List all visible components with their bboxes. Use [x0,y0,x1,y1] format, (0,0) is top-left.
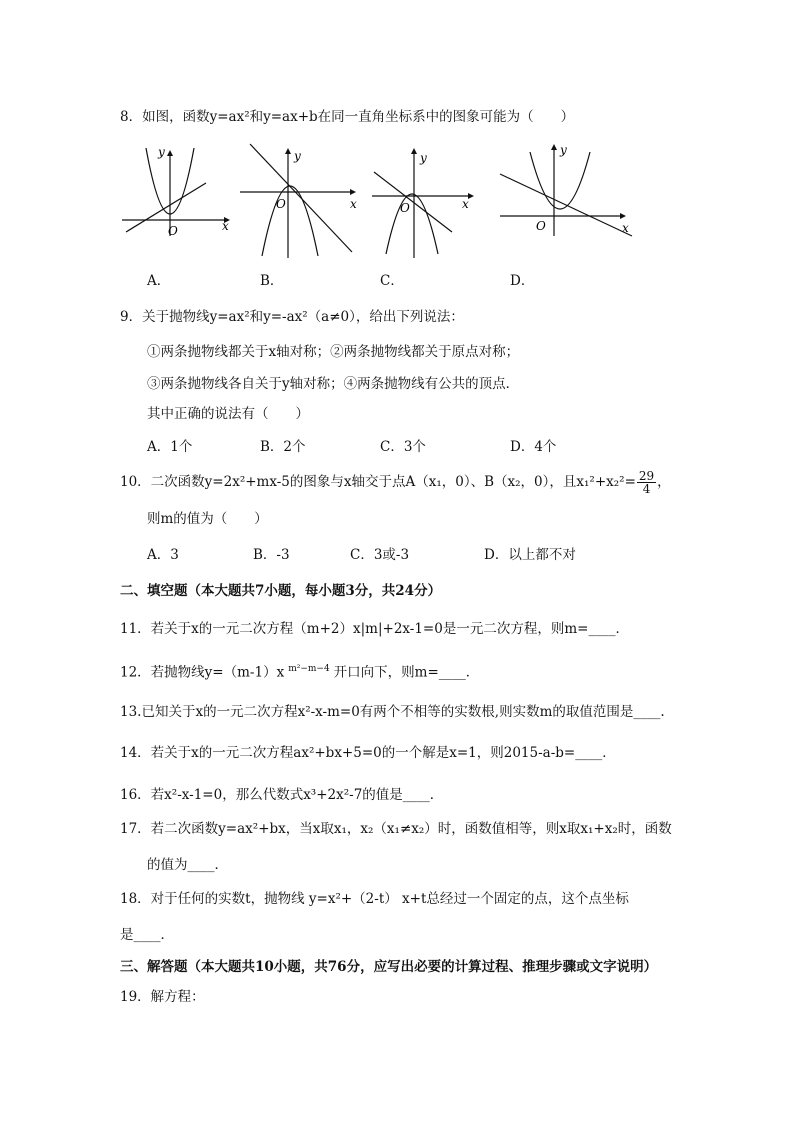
y-axis-arrow [551,144,557,150]
q8-option-a[interactable]: A． [147,273,171,289]
section-3-heading: 三、解答题（本大题共10小题，共76分，应写出必要的计算过程、推理步骤或文字说明） [120,959,658,975]
section-2-heading: 二、填空题（本大题共7小题，每小题3分，共24分） [120,583,442,599]
line [250,144,352,252]
q12-exponent: m²−m−4 [288,664,330,674]
y-axis-arrow [167,150,173,156]
x-axis-arrow [620,213,626,219]
question-17-line-2: 的值为____． [147,857,228,873]
q10-option-b[interactable]: B．-3 [253,547,290,563]
q8-option-c[interactable]: C． [380,273,404,289]
y-label: y [158,145,165,159]
question-10-line-2: 则m的值为（ ） [147,511,268,527]
x-label: x [622,221,629,235]
question-8-stem: 8．如图，函数y=ax²和y=ax+b在同一直角坐标系中的图象可能为（ ） [120,109,575,125]
q9-option-c[interactable]: C．3个 [380,439,426,455]
q12-part-b: 开口向下，则m=____． [333,664,480,681]
q10-option-d[interactable]: D．以上都不对 [484,547,576,563]
question-9-statement-2: ③两条抛物线各自关于y轴对称；④两条抛物线有公共的顶点． [147,376,520,392]
graph-c [368,140,486,260]
q8-option-b[interactable]: B． [260,273,284,289]
question-17-line-1: 17．若二次函数y=ax²+bx，当x取x₁，x₂（x₁≠x₂）时，函数值相等，则x取x₁+x₂时，函数 [120,821,672,837]
question-18-line-1: 18．对于任何的实数t，抛物线 y=x²+（2-t） x+t总经过一个固定的点，这个点坐标 [120,891,629,907]
parabola [262,186,318,256]
line [126,183,206,232]
question-9-ask: 其中正确的说法有（ ） [147,406,309,422]
origin-label: O [536,219,546,233]
q9-option-b[interactable]: B．2个 [260,439,306,455]
q10-option-c[interactable]: C．3或-3 [350,547,410,563]
x-axis-arrow [350,189,356,195]
graph-d [494,140,634,240]
q10-stem-a: 10．二次函数y=2x²+mx-5的图象与x轴交于点A（x₁，0）、B（x₂，0），且x₁²+x₂²= [120,474,636,490]
question-10-stem [120,470,671,495]
question-18-line-2: 是____． [120,927,174,943]
question-13: 13.已知关于x的一元二次方程x²-x-m=0有两个不相等的实数根,则实数m的取值范围是____. [120,704,665,720]
question-9-stem: 9．关于抛物线y=ax²和y=-ax²（a≠0），给出下列说法： [120,309,464,325]
question-16: 16．若x²-x-1=0，那么代数式x³+2x²-7的值是____． [120,787,444,803]
question-11: 11．若关于x的一元二次方程（m+2）x|m|+2x-1=0是一元二次方程，则m=____． [120,621,629,637]
q10-fraction-denominator: 4 [642,482,651,496]
q8-option-d[interactable]: D． [510,273,535,289]
q10-fraction [637,470,656,495]
y-label: y [294,149,301,163]
line [500,174,632,236]
graph-b [236,140,366,260]
x-label: x [222,219,229,233]
line [374,172,452,232]
y-label: y [420,151,427,165]
q9-option-d[interactable]: D．4个 [510,439,557,455]
q10-option-a[interactable]: A．3 [147,547,179,563]
q10-stem-b: ， [657,474,671,490]
q12-part-a: 12．若抛物线y=（m-1）x [120,664,285,681]
origin-label: O [276,197,286,211]
x-label: x [350,197,357,211]
question-12 [120,660,479,682]
parabola [386,194,438,254]
y-axis-arrow [411,148,417,154]
q9-option-a[interactable]: A．1个 [147,439,193,455]
question-14: 14．若关于x的一元二次方程ax²+bx+5=0的一个解是x=1，则2015-a-b=____． [120,745,616,761]
parabola [530,152,590,209]
question-19: 19．解方程： [120,989,205,1005]
graph-a [118,140,233,240]
question-9-statement-1: ①两条抛物线都关于x轴对称；②两条抛物线都关于原点对称； [147,344,520,360]
y-label: y [560,143,567,157]
q10-fraction-numerator: 29 [638,469,655,483]
origin-label: O [400,201,410,215]
x-axis-arrow [468,193,474,199]
origin-label: O [168,224,178,238]
y-axis-arrow [285,148,291,154]
x-label: x [462,197,469,211]
